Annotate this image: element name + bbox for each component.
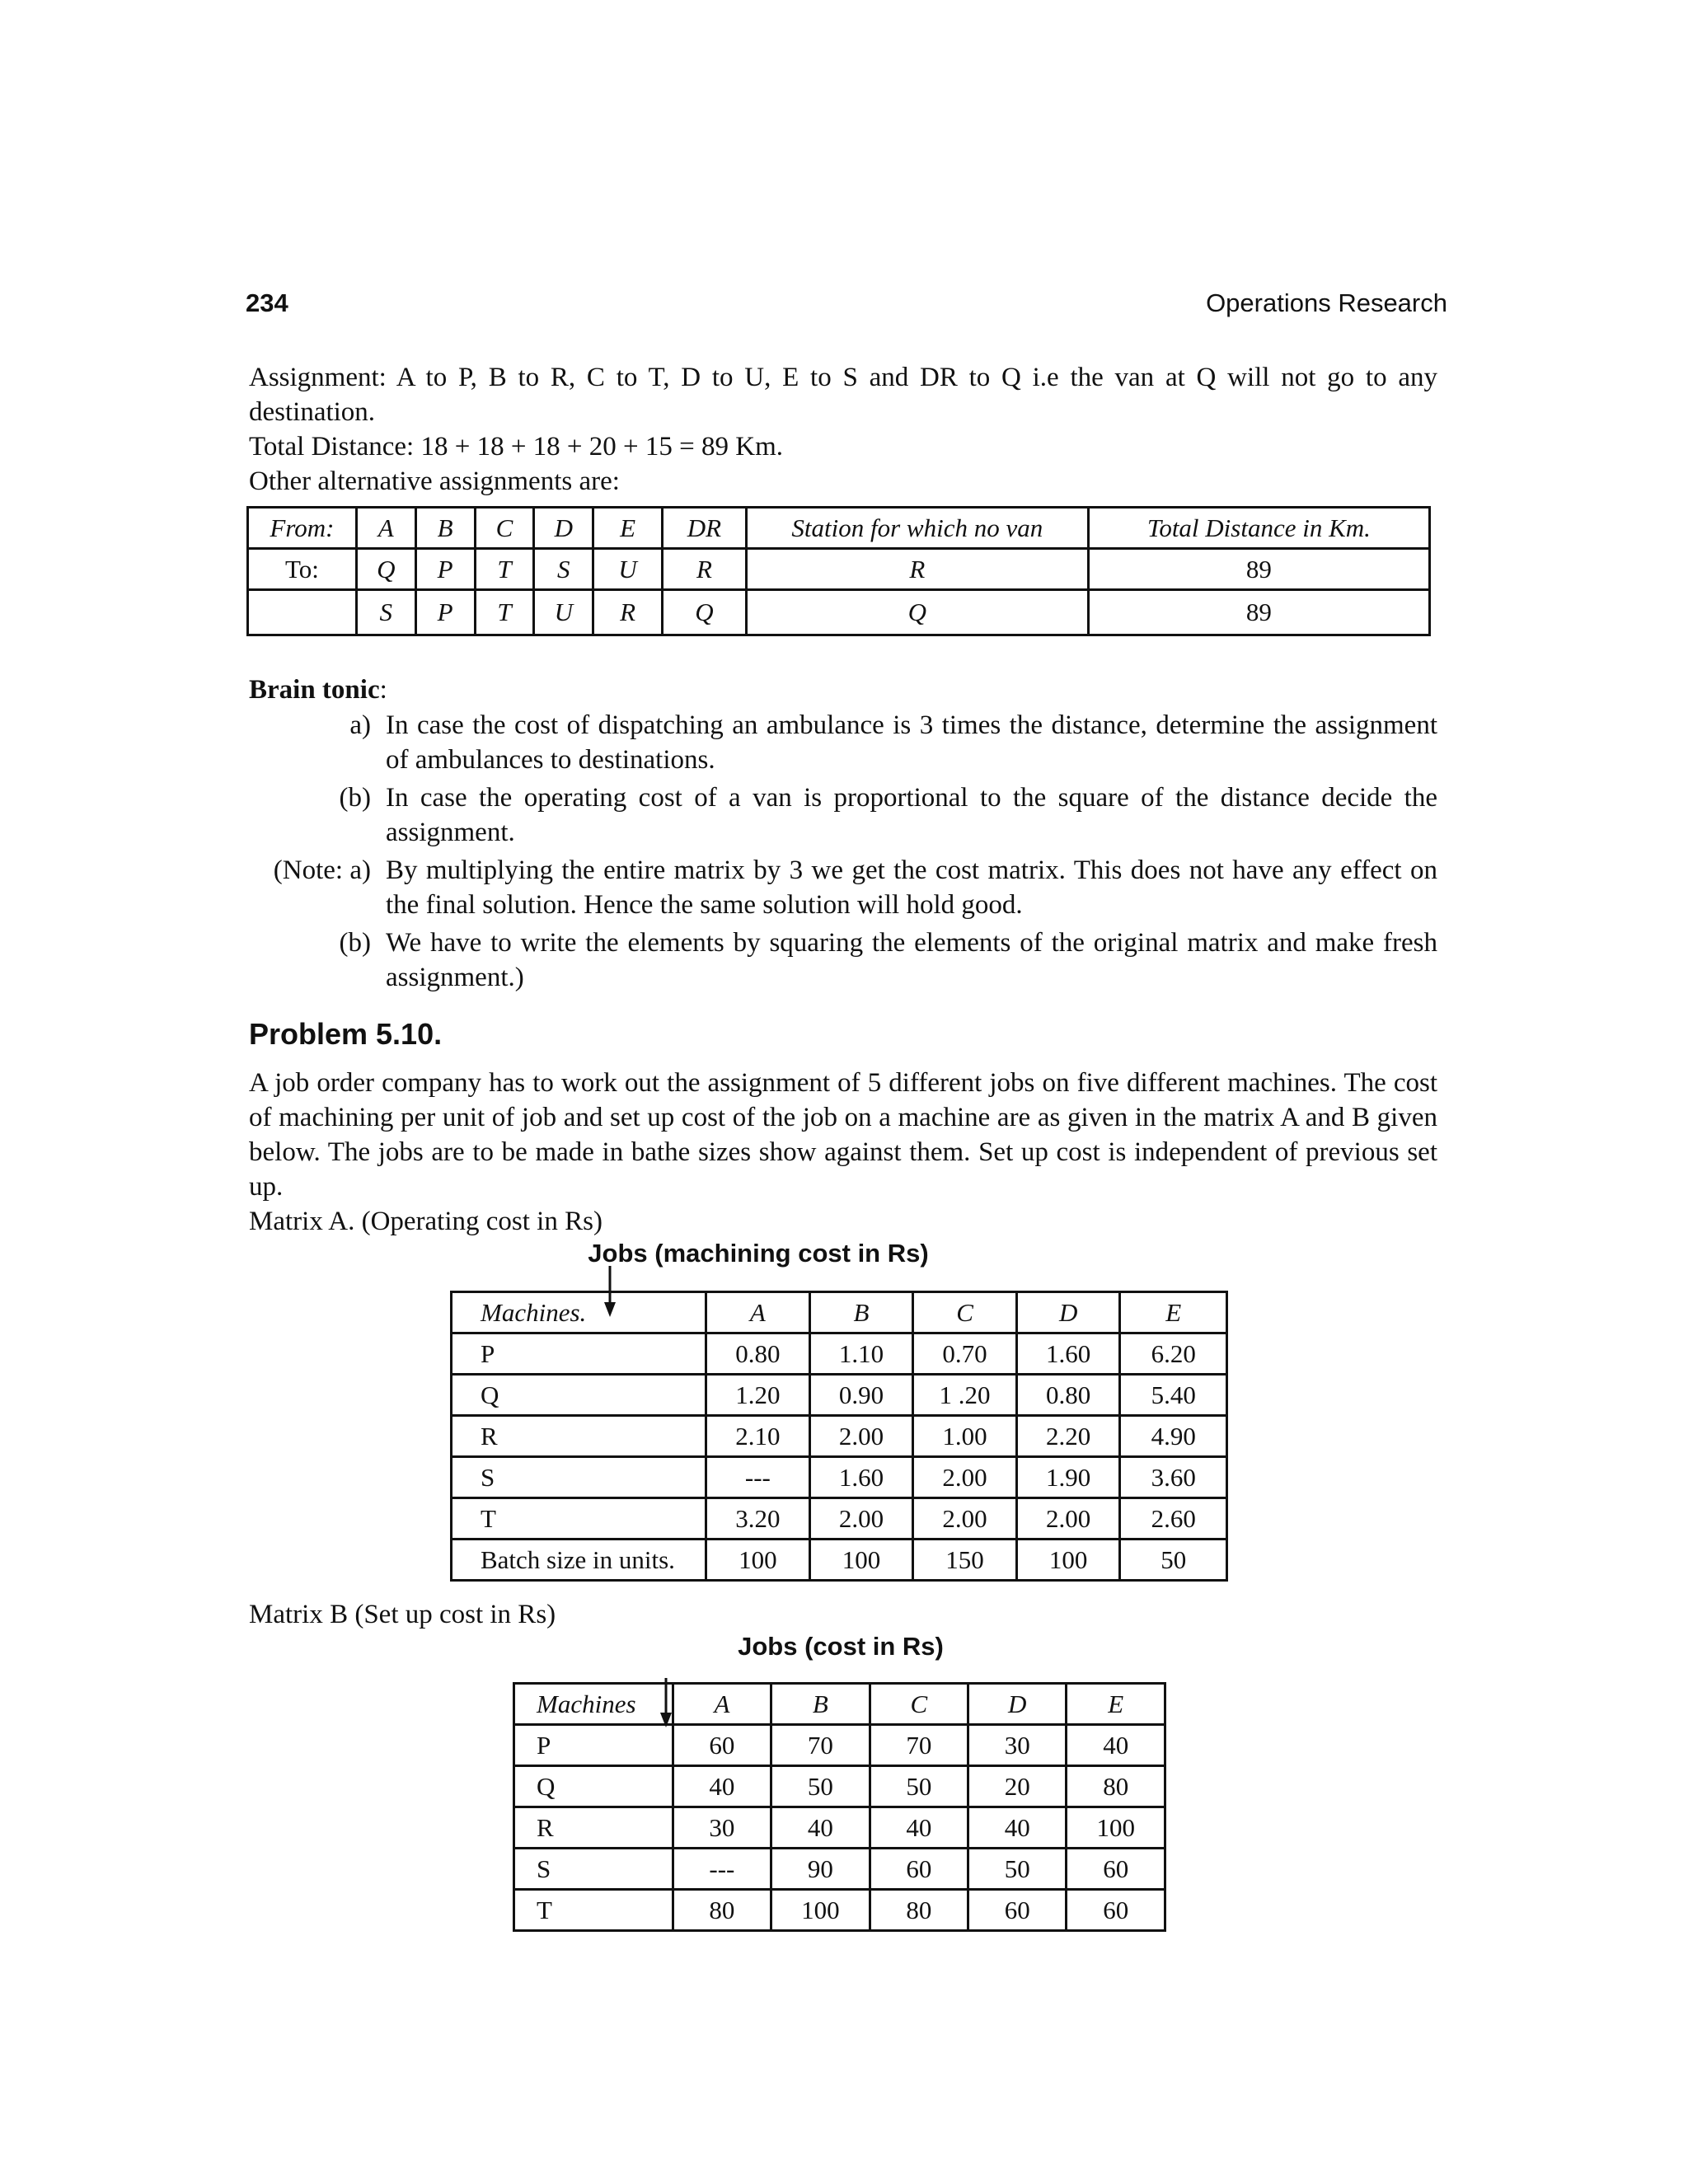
page-number: 234 [246, 288, 288, 317]
list-item-label: a) [349, 710, 371, 740]
table-header-row [248, 508, 1430, 549]
table-cell: To: [248, 549, 357, 590]
table-cell: 100 [1016, 1540, 1120, 1581]
table-row [514, 1849, 1165, 1890]
table-cell: T [475, 590, 534, 635]
list-item-text: In case the operating cost of a van is proportional to the square of the distance decide the assignment. [386, 783, 1437, 847]
table-cell: --- [673, 1849, 771, 1890]
table-row [514, 1890, 1165, 1931]
list-item-text: In case the cost of dispatching an ambulance is 3 times the distance, determine the assignment of ambulances to destinations. [386, 710, 1437, 775]
table-cell: D [1016, 1292, 1120, 1333]
matrix-b-caption: Jobs (cost in Rs) [738, 1632, 944, 1661]
problem-paragraph: A job order company has to work out the assignment of 5 different jobs on five different machines. The cost of machining per unit of job and set up cost of the job on a machine are as given in the matrix A and B given below. The jobs are to be made in bathe sizes show against them. Set up cost is independent of previous set up. [249, 1068, 1437, 1202]
table-cell: Q [356, 549, 415, 590]
table-cell: E [1120, 1292, 1227, 1333]
brain-tonic-list [249, 708, 1437, 998]
assignment-paragraph: Assignment: A to P, B to R, C to T, D to U, E to S and DR to Q i.e the van at Q will not go to any destination. [249, 363, 1437, 427]
table-header-row [514, 1684, 1165, 1725]
table-cell: T [514, 1890, 673, 1931]
table-cell: 2.00 [809, 1416, 913, 1457]
table-cell: C [475, 508, 534, 549]
table-cell: S [534, 549, 593, 590]
table-cell: 50 [968, 1849, 1067, 1890]
table-cell: 2.10 [706, 1416, 810, 1457]
table-cell: R [514, 1807, 673, 1849]
table-cell: 100 [771, 1890, 870, 1931]
table-cell: T [475, 549, 534, 590]
list-item-text: By multiplying the entire matrix by 3 we get the cost matrix. This does not have any effect on the final solution. Hence the same solution will hold good. [386, 855, 1437, 920]
table-cell: 2.00 [1016, 1498, 1120, 1540]
table-cell: P [514, 1725, 673, 1766]
table-cell: B [771, 1684, 870, 1725]
table-cell: 1.60 [809, 1457, 913, 1498]
list-item [249, 708, 1437, 777]
table-cell: 60 [1067, 1849, 1165, 1890]
table-cell: S [514, 1849, 673, 1890]
table-cell: 70 [771, 1725, 870, 1766]
table-cell: D [968, 1684, 1067, 1725]
table-row [514, 1766, 1165, 1807]
list-item-label: (Note: a) [273, 855, 371, 885]
table-cell: 80 [673, 1890, 771, 1931]
table-cell: Q [663, 590, 747, 635]
table-row [452, 1498, 1227, 1540]
table-row [452, 1540, 1227, 1581]
table-row [248, 549, 1430, 590]
brain-tonic-heading [249, 673, 1437, 707]
table-header-row [452, 1292, 1227, 1333]
table-cell: 40 [673, 1766, 771, 1807]
table-cell: Q [452, 1375, 706, 1416]
table-cell: 40 [1067, 1725, 1165, 1766]
table-cell: 20 [968, 1766, 1067, 1807]
table-cell: 1.10 [809, 1333, 913, 1375]
table-cell: 40 [771, 1807, 870, 1849]
table-cell: 50 [1120, 1540, 1227, 1581]
table-cell: 0.80 [706, 1333, 810, 1375]
table-row [452, 1457, 1227, 1498]
matrix-b-table [513, 1682, 1166, 1932]
table-cell: 80 [1067, 1766, 1165, 1807]
table-cell: 50 [870, 1766, 968, 1807]
table-cell: A [673, 1684, 771, 1725]
table-row [452, 1375, 1227, 1416]
list-item-label: (b) [339, 783, 371, 813]
table-cell: C [870, 1684, 968, 1725]
table-cell: U [593, 549, 663, 590]
table-cell: E [593, 508, 663, 549]
table-cell: 100 [1067, 1807, 1165, 1849]
list-item-text: We have to write the elements by squaring the elements of the original matrix and make fresh assignment.) [386, 928, 1437, 992]
alternatives-intro: Other alternative assignments are: [249, 466, 620, 496]
table-cell: S [356, 590, 415, 635]
table-cell: Total Distance in Km. [1088, 508, 1429, 549]
table-row [514, 1725, 1165, 1766]
table-row [248, 590, 1430, 635]
table-cell: 60 [673, 1725, 771, 1766]
table-cell: E [1067, 1684, 1165, 1725]
table-cell: 1.20 [706, 1375, 810, 1416]
table-cell: 1.00 [913, 1416, 1017, 1457]
table-row [514, 1807, 1165, 1849]
table-cell: 0.90 [809, 1375, 913, 1416]
table-cell: 30 [968, 1725, 1067, 1766]
table-cell: B [809, 1292, 913, 1333]
table-cell: 150 [913, 1540, 1017, 1581]
table-cell: U [534, 590, 593, 635]
table-cell: 4.90 [1120, 1416, 1227, 1457]
table-cell: 2.00 [913, 1498, 1017, 1540]
table-cell: 89 [1088, 590, 1429, 635]
matrix-a-label: Matrix A. (Operating cost in Rs) [249, 1207, 603, 1236]
table-cell: P [415, 549, 475, 590]
table-cell [248, 590, 357, 635]
table-cell: 50 [771, 1766, 870, 1807]
table-cell: C [913, 1292, 1017, 1333]
brain-tonic-colon: : [379, 675, 387, 705]
table-cell: A [356, 508, 415, 549]
list-item-label: (b) [339, 928, 371, 958]
matrix-a-caption: Jobs (machining cost in Rs) [588, 1239, 929, 1268]
table-cell: A [706, 1292, 810, 1333]
table-cell: D [534, 508, 593, 549]
brain-tonic-title: Brain tonic [249, 675, 380, 705]
table-cell: 0.70 [913, 1333, 1017, 1375]
table-cell: 6.20 [1120, 1333, 1227, 1375]
alternative-assignments-table [246, 506, 1431, 636]
table-cell: R [663, 549, 747, 590]
table-cell: 60 [870, 1849, 968, 1890]
list-item [249, 853, 1437, 922]
table-cell: Station for which no van [746, 508, 1088, 549]
table-cell: S [452, 1457, 706, 1498]
table-cell: 3.60 [1120, 1457, 1227, 1498]
table-cell: 90 [771, 1849, 870, 1890]
table-cell: Machines [514, 1684, 673, 1725]
table-cell: Batch size in units. [452, 1540, 706, 1581]
table-row [452, 1333, 1227, 1375]
table-cell: 60 [1067, 1890, 1165, 1931]
running-header-title: Operations Research [1206, 288, 1447, 317]
table-cell: Machines. [452, 1292, 706, 1333]
table-cell: 5.40 [1120, 1375, 1227, 1416]
table-cell: 1.60 [1016, 1333, 1120, 1375]
list-item [249, 780, 1437, 850]
table-cell: 80 [870, 1890, 968, 1931]
table-cell: 100 [706, 1540, 810, 1581]
table-cell: 70 [870, 1725, 968, 1766]
table-cell: 2.00 [913, 1457, 1017, 1498]
table-cell: P [452, 1333, 706, 1375]
table-cell: 2.60 [1120, 1498, 1227, 1540]
table-cell: T [452, 1498, 706, 1540]
table-row [452, 1416, 1227, 1457]
table-cell: Q [514, 1766, 673, 1807]
table-cell: 40 [870, 1807, 968, 1849]
table-cell: B [415, 508, 475, 549]
table-cell: R [593, 590, 663, 635]
table-cell: DR [663, 508, 747, 549]
table-cell: 3.20 [706, 1498, 810, 1540]
table-cell: --- [706, 1457, 810, 1498]
table-cell: 30 [673, 1807, 771, 1849]
table-cell: P [415, 590, 475, 635]
matrix-a-table [450, 1291, 1228, 1582]
table-cell: 2.00 [809, 1498, 913, 1540]
table-cell: R [746, 549, 1088, 590]
table-cell: 60 [968, 1890, 1067, 1931]
table-cell: 100 [809, 1540, 913, 1581]
table-cell: 89 [1088, 549, 1429, 590]
total-distance-line: Total Distance: 18 + 18 + 18 + 20 + 15 = 89 Km. [249, 432, 784, 462]
problem-title: Problem 5.10. [249, 1017, 443, 1051]
table-cell: 1 .20 [913, 1375, 1017, 1416]
list-item [249, 926, 1437, 995]
table-cell: Q [746, 590, 1088, 635]
table-cell: 0.80 [1016, 1375, 1120, 1416]
matrix-b-label: Matrix B (Set up cost in Rs) [249, 1600, 556, 1629]
table-cell: From: [248, 508, 357, 549]
table-cell: 40 [968, 1807, 1067, 1849]
table-cell: R [452, 1416, 706, 1457]
table-cell: 2.20 [1016, 1416, 1120, 1457]
table-cell: 1.90 [1016, 1457, 1120, 1498]
